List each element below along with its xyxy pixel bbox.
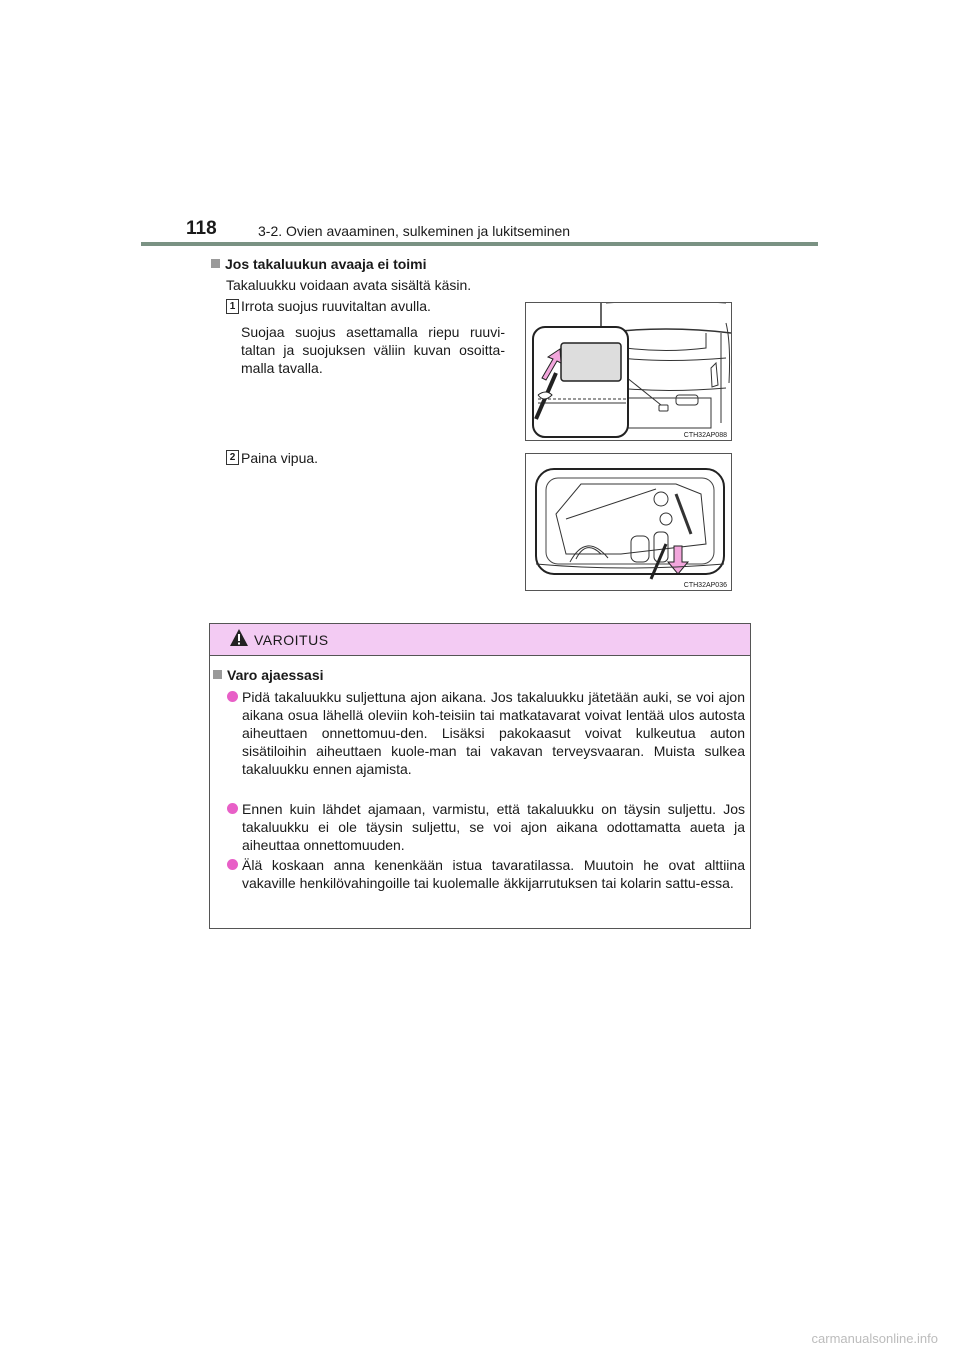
step-2-number: 2	[226, 450, 239, 465]
warning-bullet-text: Älä koskaan anna kenenkään istua tavaratilassa. Muutoin he ovat alttiina vakaville henkilövahingoille tai kuolemalle äkkijarrutuksen tai kolarin sattu-essa.	[242, 857, 745, 891]
warning-bullet	[227, 800, 745, 854]
section-heading	[211, 256, 427, 272]
bullet-dot-icon	[227, 691, 238, 702]
figure-lever	[525, 453, 732, 591]
warning-subheading	[213, 667, 324, 683]
page-number: 118	[186, 218, 217, 239]
warning-bullet	[227, 856, 745, 892]
section-intro: Takaluukku voidaan avata sisältä käsin.	[226, 277, 472, 293]
warning-subheading-text: Varo ajaessasi	[227, 667, 324, 683]
square-bullet-icon	[211, 259, 220, 268]
warning-header	[210, 624, 750, 656]
lever-illustration	[526, 454, 731, 590]
figure-code: CTH32AP088	[683, 432, 727, 439]
warning-bullet	[227, 688, 745, 778]
warning-bullet-text: Ennen kuin lähdet ajamaan, varmistu, että takaluukku on täysin suljettu. Jos takaluukku ei ole täysin suljettu, se voi ajon aikana odottamatta aueta ja aiheuttaa onnettomuuden.	[242, 801, 745, 853]
warning-bullet-text: Pidä takaluukku suljettuna ajon aikana. Jos takaluukku jätetään auki, se voi ajon aikana osua lähellä oleviin koh-teisiin tai matkatavarat voivat lentää ulos autosta aiheuttaen onnettomuu-den. Lisäksi pakokaasut voivat kulkeutua auton sisätiloihin aiheuttaen kuole-man tai vakavan terveysvaaran. Muista sulkea takaluukku ennen ajamista.	[242, 689, 745, 777]
tailgate-illustration	[526, 303, 731, 440]
header-rule	[141, 242, 818, 246]
figure-cover-removal	[525, 302, 732, 441]
warning-triangle-icon	[229, 628, 249, 647]
section-heading-text: Jos takaluukun avaaja ei toimi	[225, 256, 427, 272]
warning-box	[209, 623, 751, 929]
warning-label: VAROITUS	[254, 632, 329, 648]
step-1-number: 1	[226, 299, 239, 314]
bullet-dot-icon	[227, 859, 238, 870]
step-1-text: Irrota suojus ruuvitaltan avulla.	[241, 298, 431, 314]
step-1-note: Suojaa suojus asettamalla riepu ruuvi-taltan ja suojuksen väliin kuvan osoitta-malla tavalla.	[241, 324, 505, 376]
bullet-dot-icon	[227, 803, 238, 814]
step-2-text: Paina vipua.	[241, 450, 319, 466]
watermark: carmanualsonline.info	[811, 1331, 938, 1346]
section-title: 3-2. Ovien avaaminen, sulkeminen ja lukitseminen	[258, 223, 571, 239]
figure-code: CTH32AP036	[683, 582, 727, 589]
square-bullet-icon	[213, 670, 222, 679]
